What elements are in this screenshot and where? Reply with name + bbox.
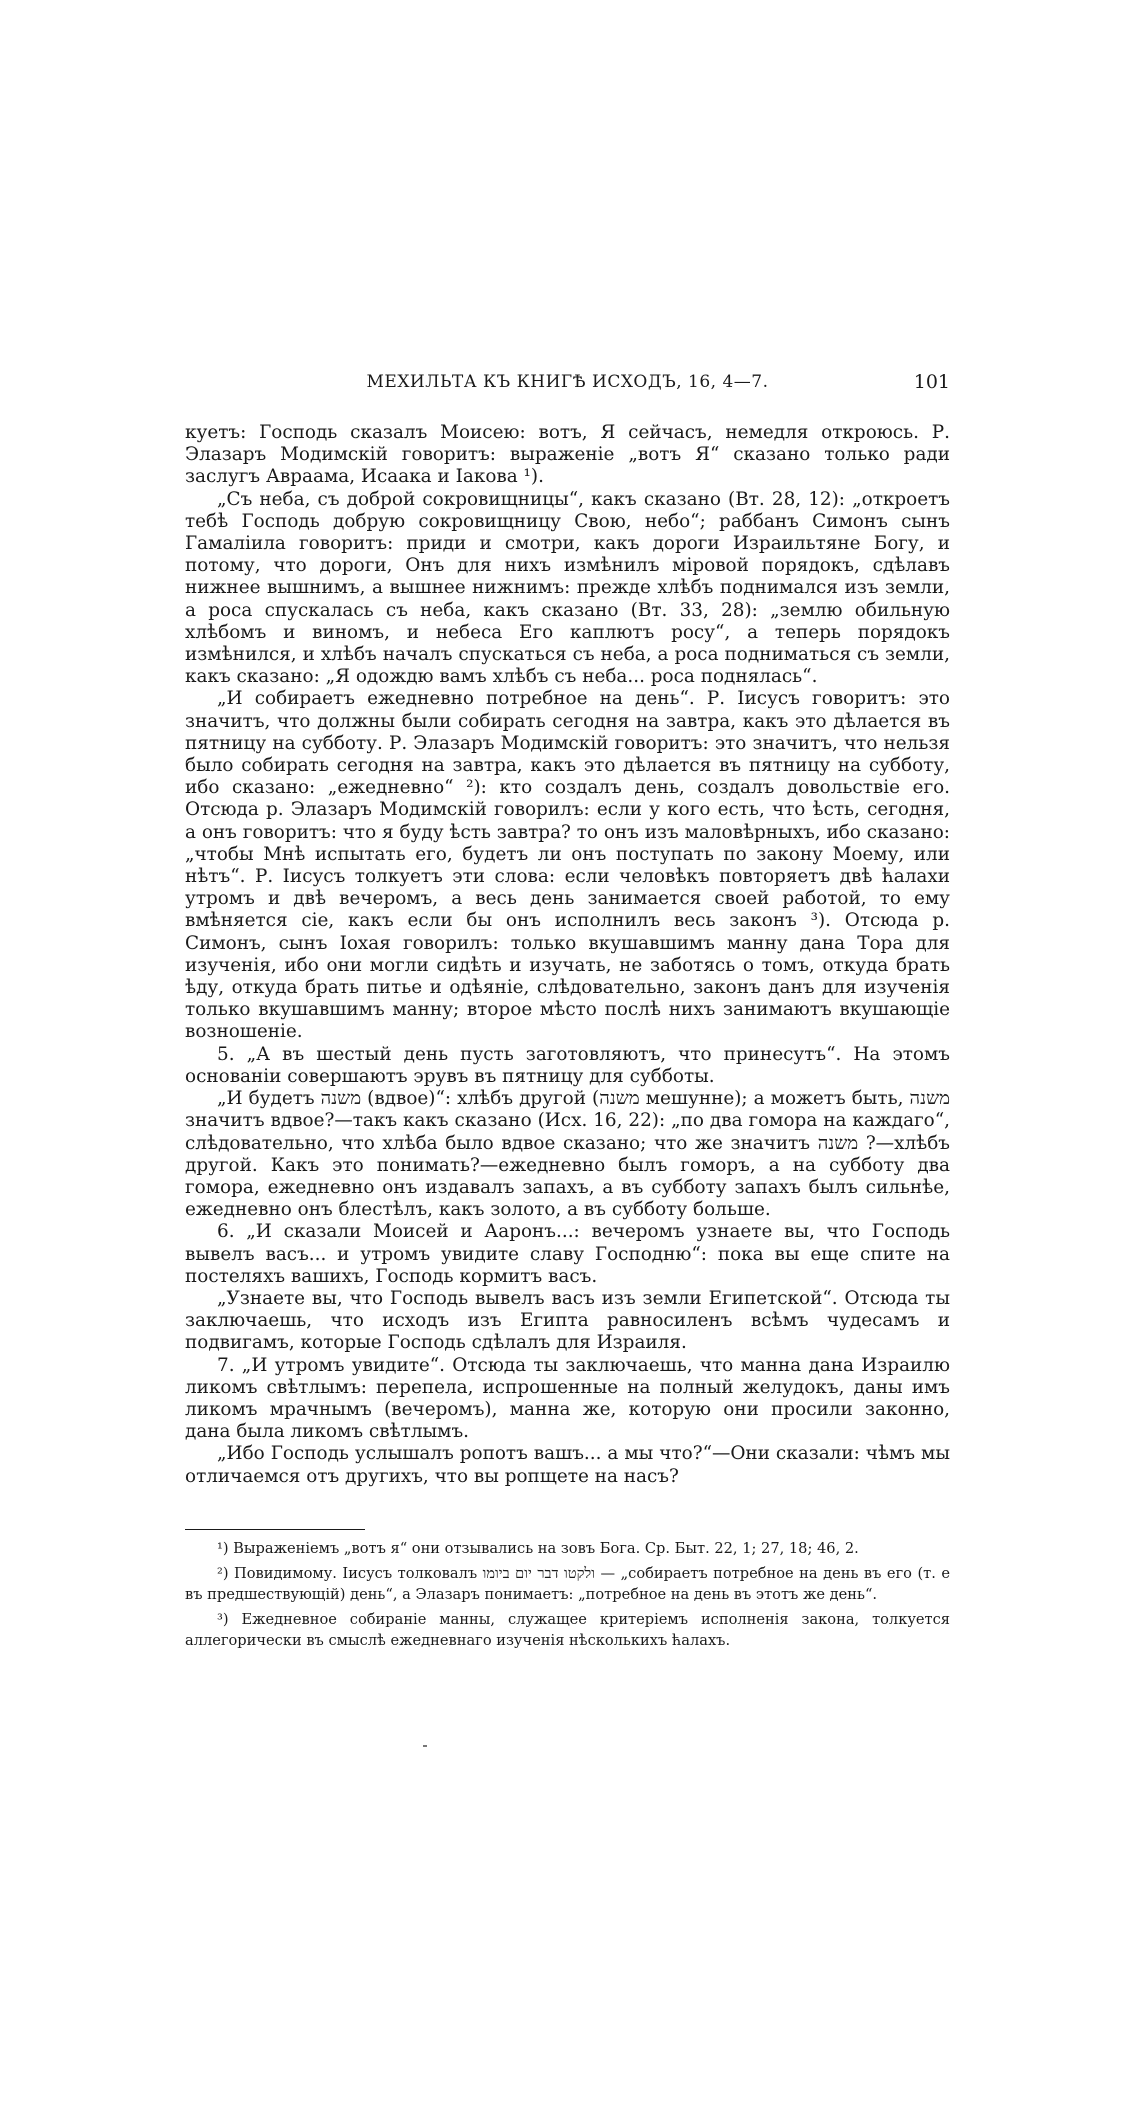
page-number: 101 bbox=[913, 371, 950, 393]
paragraph: „И будетъ משנה (вдвое)“: хлѣбъ другой (משנה мешунне); а можетъ быть, משנה значитъ вдвое?—такъ какъ сказано (Исх. 16, 22): „по два гомора на каждаго“, слѣдовательно, что хлѣба было вдвое сказано; что же значитъ משנה ?—хлѣбъ другой. Какъ это понимать?—ежедневно былъ гоморъ, а на субботу два гомора, ежедневно онъ издавалъ запахъ, а въ субботу запахъ былъ сильнѣе, ежедневно онъ блестѣлъ, какъ золото, а въ субботу больше. bbox=[185, 1088, 950, 1221]
paragraph: „Ибо Господь услышалъ ропотъ вашъ... а мы что?“—Они сказали: чѣмъ мы отличаемся отъ другихъ, что вы ропщете на насъ? bbox=[185, 1443, 950, 1487]
running-title: МЕХИЛЬТА КЪ КНИГѢ ИСХОДЪ, 16, 4—7. bbox=[366, 372, 769, 392]
paragraph: 5. „А въ шестый день пусть заготовляютъ, что принесутъ“. На этомъ основаніи совершаютъ эрувъ въ пятницу для субботы. bbox=[185, 1043, 950, 1087]
paragraph: „И собираетъ ежедневно потребное на день“. Р. Іисусъ говоритъ: это значитъ, что должны были собирать сегодня на завтра, какъ это дѣлается въ пятницу на субботу. Р. Элазаръ Модимскій говоритъ: это значитъ, что нельзя было собирать сегодня на завтра, какъ это дѣлается въ пятницу на субботу, ибо сказано: „ежедневно“ ²): кто создалъ день, создалъ довольствіе его. Отсюда р. Элазаръ Модимскій говорилъ: если у кого есть, что ѣсть, сегодня, а онъ говоритъ: что я буду ѣсть завтра? то онъ изъ маловѣрныхъ, ибо сказано: „чтобы Мнѣ испытать его, будетъ ли онъ поступать по закону Моему, или нѣтъ“. Р. Іисусъ толкуетъ эти слова: если человѣкъ повторяетъ двѣ ћалахи утромъ и двѣ вечеромъ, а весь день занимается своей работой, то ему вмѣняется сіе, какъ если бы онъ исполнилъ весь законъ ³). Отсюда р. Симонъ, сынъ Іохая говорилъ: только вкушавшимъ манну дана Тора для изученія, ибо они могли сидѣть и изучать, не заботясь о томъ, откуда брать ѣду, откуда брать питье и одѣяніе, слѣдовательно, законъ данъ для изученія только вкушавшимъ манну; второе мѣсто послѣ нихъ занимаютъ вкушающіе возношеніе. bbox=[185, 688, 950, 1043]
paragraph: куетъ: Господь сказалъ Моисею: вотъ, Я сейчасъ, немедля откроюсь. Р. Элазаръ Модимскій говоритъ: выраженіе „вотъ Я“ сказано только ради заслугъ Авраама, Исаака и Іакова ¹). bbox=[185, 422, 950, 488]
footnote-divider bbox=[185, 1529, 365, 1530]
main-text bbox=[185, 422, 950, 1488]
footnote: ²) Повидимому. Іисусъ толковалъ ולקטו דבר יום ביומו — „собираетъ потребное на день въ его (т. е въ предшествующій) день“, а Элазаръ понимаетъ: „потребное на день въ этотъ же день“. bbox=[185, 1565, 951, 1603]
footnote: ¹) Выраженіемъ „вотъ я“ они отзывались на зовъ Бога. Ср. Быт. 22, 1; 27, 18; 46, 2. bbox=[217, 1540, 859, 1557]
paragraph: 6. „И сказали Моисей и Ааронъ...: вечеромъ узнаете вы, что Господь вывелъ васъ... и утромъ увидите славу Господню“: пока вы еще спите на постеляхъ вашихъ, Господь кормитъ васъ. bbox=[185, 1221, 950, 1287]
footnote: ³) Ежедневное собираніе манны, служащее критеріемъ исполненія закона, толкуется аллегорически въ смыслѣ ежедневнаго изученія нѣсколькихъ ћалахъ. bbox=[185, 1611, 950, 1649]
paragraph: 7. „И утромъ увидите“. Отсюда ты заключаешь, что манна дана Израилю ликомъ свѣтлымъ: перепела, испрошенные на полный желудокъ, даны имъ ликомъ мрачнымъ (вечеромъ), манна же, которую они просили законно, дана была ликомъ свѣтлымъ. bbox=[185, 1354, 950, 1443]
running-head bbox=[185, 367, 950, 397]
paragraph: „Съ неба, съ доброй сокровищницы“, какъ сказано (Вт. 28, 12): „откроетъ тебѣ Господь добрую сокровищницу Свою, небо“; раббанъ Симонъ сынъ Гамаліила говоритъ: приди и смотри, какъ дороги Израильтяне Богу, и потому, что дороги, Онъ для нихъ измѣнилъ міровой порядокъ, сдѣлавъ нижнее вышнимъ, а вышнее нижнимъ: прежде хлѣбъ поднимался изъ земли, а роса спускалась съ неба, какъ сказано (Вт. 33, 28): „землю обильную хлѣбомъ и виномъ, и небеса Его каплютъ росу“, а теперь порядокъ измѣнился, и хлѣбъ началъ спускаться съ неба, а роса подниматься съ земли, какъ сказано: „Я одождю вамъ хлѣбъ съ неба... роса поднялась“. bbox=[185, 488, 950, 688]
footnotes bbox=[185, 1538, 950, 1655]
paragraph: „Узнаете вы, что Господь вывелъ васъ изъ земли Египетской“. Отсюда ты заключаешь, что исходъ изъ Египта равносиленъ всѣмъ чудесамъ и подвигамъ, которые Господь сдѣлалъ для Израиля. bbox=[185, 1287, 950, 1354]
scan-speck bbox=[423, 1745, 427, 1747]
